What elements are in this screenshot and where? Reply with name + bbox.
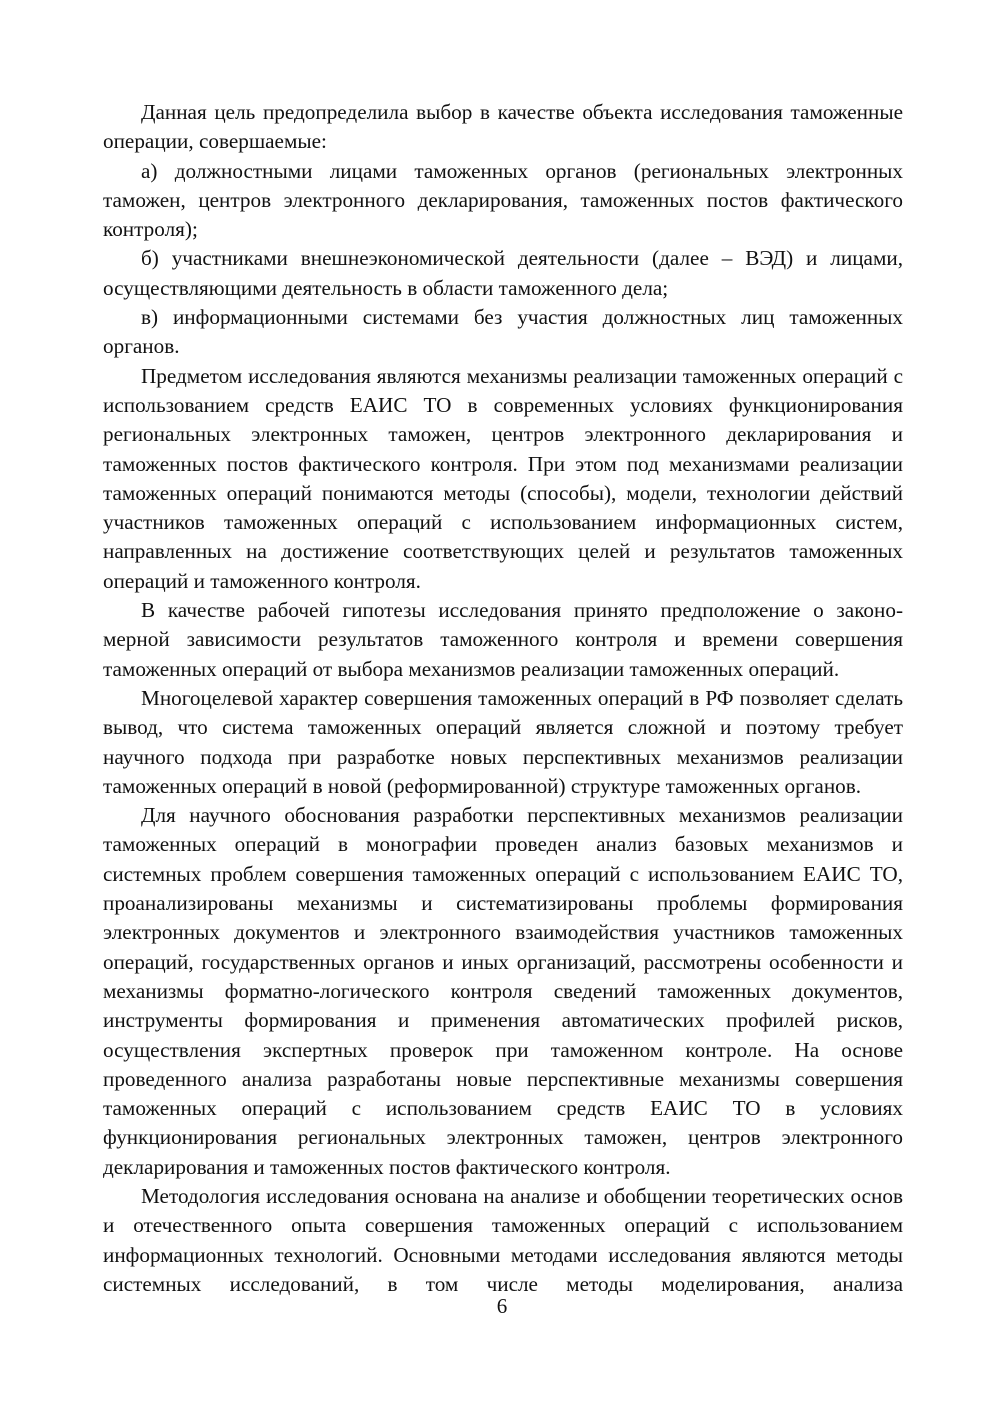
paragraph-list-item-a: а) должностными лицами таможенных органов (региональных электронных таможен, центров электронного декларирования, таможенных постов фактического контроля);	[103, 158, 903, 242]
page-number: 6	[496, 1294, 508, 1318]
paragraph-list-item-b: б) участниками внешнеэкономической деятельности (далее – ВЭД) и лицами, осуществляющими деятельность в области таможенного дела;	[103, 246, 903, 300]
paragraph-subject: Предметом исследования являются механизмы реализации таможенных операций с использованием средств ЕАИС ТО в современных условиях функционирования региональных электронных таможен, центров электронного декларирования и таможенных постов фактического контроля. При этом под механизмами реализации таможенных операций понимаются методы (способы), модели, технологии действий участников таможенных операций с использованием информационных систем, направленных на достижение соответствующих целей и результатов таможенных операций и таможенного контроля.	[103, 363, 903, 593]
paragraph-hypothesis: В качестве рабочей гипотезы исследования принято предположение о закономерной зависимости результатов таможенного контроля и времени совершения таможенных операций от выбора механизмов реализации таможенных операций.	[103, 598, 903, 681]
paragraph-justification: Для научного обоснования разработки перспективных механизмов реализации таможенных операций в монографии проведен анализ базовых механизмов и системных проблем совершения таможенных операций с использованием ЕАИС ТО, проанализированы механизмы и систематизированы проблемы формирования электронных документов и электронного взаимодействия участников таможенных операций, государственных органов и иных организаций, рассмотрены особенности и механизмы форматно-логического контроля сведений таможенных документов, инструменты формирования и применения автоматических профилей рисков, осуществления экспертных проверок при таможенном контроле. На основе проведенного анализа разработаны новые перспективные механизмы совершения таможенных операций с использованием средств ЕАИС ТО в условиях функционирования региональных электронных таможен, центров электронного декларирования и таможенных постов фактического контроля.	[103, 803, 903, 1179]
paragraph-methodology: Методология исследования основана на анализе и обобщении теоретических основ и отечественного опыта совершения таможенных операций с использованием информационных технологий. Основными методами исследования являются методы системных исследований, в том числе методы моделирования, анализа	[103, 1183, 903, 1296]
paragraph-multipurpose: Многоцелевой характер совершения таможенных операций в РФ позволяет сделать вывод, что система таможенных операций является сложной и поэтому требует научного подхода при разработке новых перспективных механизмов реализации таможенных операций в новой (реформированной) структуре таможенных органов.	[103, 685, 903, 798]
body-text	[103, 98, 903, 1299]
paragraph-list-item-c: в) информационными системами без участия должностных лиц таможенных органов.	[103, 305, 903, 359]
paragraph-object-intro: Данная цель предопределила выбор в качестве объекта исследования таможенные операции, совершаемые:	[103, 100, 903, 154]
